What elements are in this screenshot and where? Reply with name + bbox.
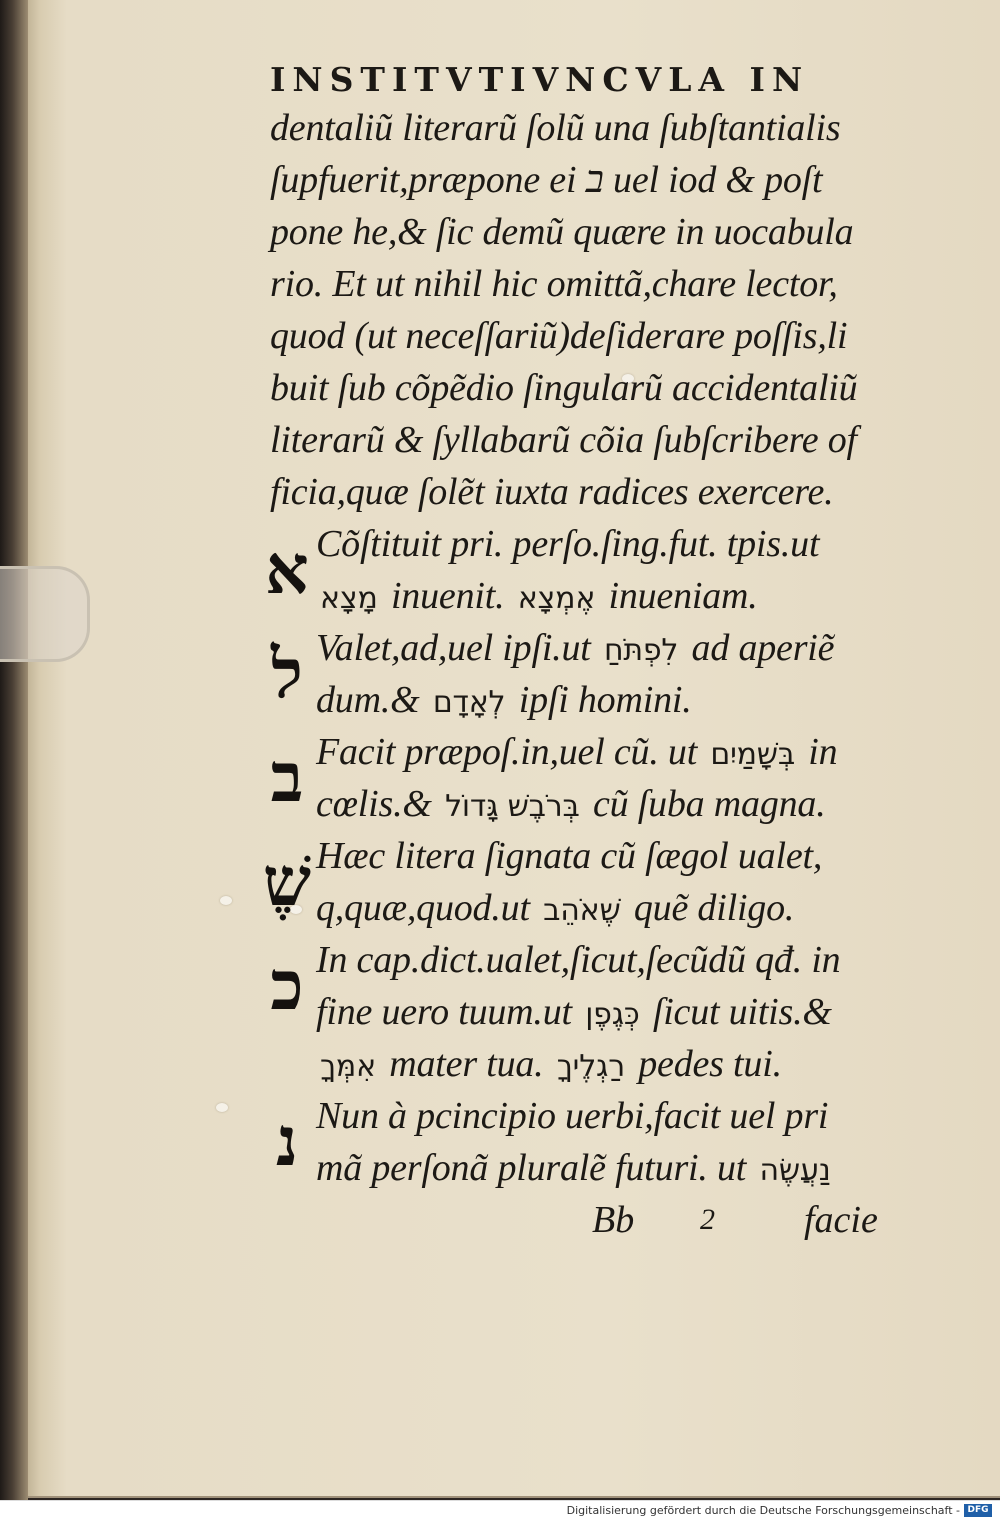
entry-line <box>270 882 910 934</box>
text-line: ficia,quæ ſolẽt iuxta radices exercere. <box>270 471 834 513</box>
dfg-logo: DFG <box>964 1504 992 1517</box>
hebrew-word: לְאָדָם <box>432 685 506 720</box>
text-line: buit ſub cõpẽdio ſingularũ accidentaliũ <box>270 367 858 409</box>
hebrew-word: נַעֲשֶׂה <box>759 1153 831 1188</box>
latin-text: Cõſtituit pri. perſo.ſing.fut. tpis.ut <box>316 523 820 565</box>
latin-text: pedes tui. <box>628 1043 782 1085</box>
letter-entry <box>270 726 910 830</box>
latin-text: mã perſonã pluralẽ futuri. ut <box>316 1147 756 1189</box>
text-line: literarũ & ſyllabarũ cõia ſubſcribere of <box>270 419 857 461</box>
latin-text: ipſi homini. <box>509 679 692 721</box>
hebrew-word: אִמְּךָ <box>320 1049 376 1084</box>
hebrew-initial: נ <box>275 1102 299 1182</box>
page-footer <box>270 1194 910 1246</box>
entry-line <box>270 622 910 674</box>
signature-mark: Bb <box>592 1199 635 1241</box>
letter-entry <box>265 518 910 622</box>
intro-paragraph <box>270 102 910 518</box>
entry-line <box>270 518 910 570</box>
letter-entry <box>270 934 910 1090</box>
signature-number: 2 <box>700 1203 715 1236</box>
text-line: dentaliũ literarũ ſolũ una ſubſtantialis <box>270 107 841 149</box>
entry-line <box>270 934 910 986</box>
latin-text: fine uero tuum.ut <box>316 991 582 1033</box>
letter-entry <box>270 622 910 726</box>
entry-line <box>270 674 910 726</box>
entry-line <box>270 830 910 882</box>
hebrew-word: כְּגֶפֶן <box>585 997 640 1032</box>
hebrew-initial: כ <box>270 946 304 1026</box>
latin-text: dum.& <box>316 679 429 721</box>
entry-line <box>270 1090 910 1142</box>
latin-text: Valet,ad,uel ipſi.ut <box>316 627 600 669</box>
hebrew-word: בְּרֹבֶשׁ גָּדוֹל <box>445 789 580 824</box>
hebrew-initial: שֶׁ <box>262 842 312 922</box>
entry-line <box>270 726 910 778</box>
latin-text: q,quæ,quod.ut <box>316 887 540 929</box>
letter-entry <box>262 830 910 934</box>
hebrew-word: מָצָא <box>320 581 378 616</box>
hebrew-word: אֶמְצָא <box>517 581 596 616</box>
latin-text: Hæc litera ſignata cũ ſægol ualet, <box>316 835 823 877</box>
text-line: pone he,& ſic demũ quære in uocabula <box>270 211 854 253</box>
entry-line <box>270 1038 910 1090</box>
text-line: ſupfuerit,præpone ei ב uel iod & poſt <box>270 159 823 201</box>
latin-text: in <box>798 731 838 773</box>
latin-text: ſicut uitis.& <box>643 991 832 1033</box>
latin-text: Facit præpoſ.in,uel cũ. ut <box>316 731 707 773</box>
entry-line <box>270 778 910 830</box>
text-block <box>262 58 910 1246</box>
letter-entry <box>270 1090 910 1194</box>
latin-text: cœlis.& <box>316 783 442 825</box>
hebrew-initial: ב <box>270 738 304 818</box>
latin-text: In cap.dict.ualet,ſicut,ſecũdũ qđ. in <box>316 939 841 981</box>
page-clip <box>0 566 90 662</box>
latin-text: ad aperiẽ <box>682 627 835 669</box>
credit-bar <box>0 1500 1000 1521</box>
hebrew-word: בְּשָׁמַיִם <box>710 737 795 772</box>
hebrew-initial: ל <box>271 634 303 714</box>
text-line: quod (ut neceſſariũ)deſiderare poſſis,li <box>270 315 848 357</box>
latin-text: cũ ſuba magna. <box>583 783 826 825</box>
latin-text: mater tua. <box>379 1043 553 1085</box>
latin-text: inueniam. <box>599 575 758 617</box>
entry-line <box>270 986 910 1038</box>
latin-text: inuenit. <box>381 575 514 617</box>
entry-line <box>270 1142 910 1194</box>
latin-text: Nun à pcincipio uerbi,facit uel pri <box>316 1095 829 1137</box>
running-header: INSTITVTIVNCVLA IN <box>270 60 810 99</box>
text-line: rio. Et ut nihil hic omittã,chare lector, <box>270 263 838 305</box>
catchword: facie <box>804 1199 878 1241</box>
hebrew-word: רַגְלֶיךָ <box>556 1049 625 1084</box>
credit-text: Digitalisierung gefördert durch die Deutsche Forschungsgemeinschaft - <box>566 1504 960 1517</box>
hebrew-word: שֶׁאֹהֵב <box>543 893 621 928</box>
paper-hole <box>220 896 232 905</box>
letter-entries <box>262 518 910 1194</box>
book-spine <box>0 0 28 1500</box>
hebrew-word: לִפְתֹּחַ <box>603 633 679 668</box>
paper-hole <box>216 1103 228 1112</box>
hebrew-initial: א <box>265 530 309 610</box>
latin-text: quẽ diligo. <box>624 887 795 929</box>
entry-line <box>270 570 910 622</box>
